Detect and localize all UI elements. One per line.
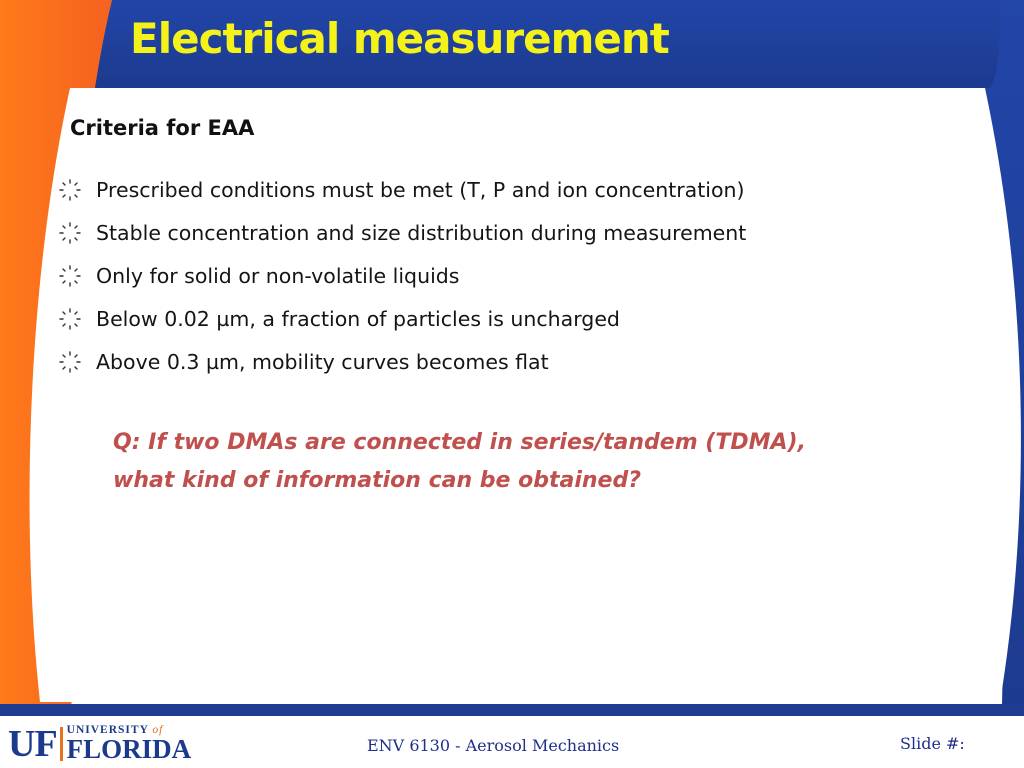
bullet-list: [56, 168, 746, 383]
bullet-text: Only for solid or non-volatile liquids: [96, 263, 460, 288]
list-item: [56, 340, 746, 383]
uf-logo-florida: FLORIDA: [66, 734, 192, 765]
list-item: [56, 168, 746, 211]
dotted-circle-icon: [56, 176, 84, 204]
bullet-text: Prescribed conditions must be met (T, P and ion concentration): [96, 177, 745, 202]
slide-footer: [0, 716, 1024, 768]
dotted-circle-icon: [56, 305, 84, 333]
slide-title: Electrical measurement: [130, 14, 669, 63]
bullet-text: Above 0.3 µm, mobility curves becomes flat: [96, 349, 549, 374]
dotted-circle-icon: [56, 262, 84, 290]
dotted-circle-icon: [56, 219, 84, 247]
course-name: ENV 6130 - Aerosol Mechanics: [367, 736, 620, 755]
uf-logo-words: [67, 725, 192, 764]
question-line: what kind of information can be obtained?: [113, 468, 641, 493]
uf-logo-university-text: UNIVERSITY: [66, 723, 149, 736]
list-item: [56, 297, 746, 340]
uf-logo-divider: [60, 727, 63, 761]
slide-number: Slide #:: [900, 734, 965, 753]
question-text: [113, 424, 913, 500]
uf-logo: [8, 724, 191, 764]
list-item: [56, 211, 746, 254]
bullet-text: Below 0.02 µm, a fraction of particles is uncharged: [96, 306, 620, 331]
slide-subtitle: Criteria for EAA: [70, 116, 255, 140]
question-line: Q: If two DMAs are connected in series/tandem (TDMA),: [113, 430, 806, 455]
bottom-bar: [0, 704, 1024, 716]
uf-logo-mark: UF: [8, 723, 57, 765]
list-item: [56, 254, 746, 297]
uf-logo-of: of: [152, 723, 164, 736]
dotted-circle-icon: [56, 348, 84, 376]
bullet-text: Stable concentration and size distribution during measurement: [96, 220, 747, 245]
